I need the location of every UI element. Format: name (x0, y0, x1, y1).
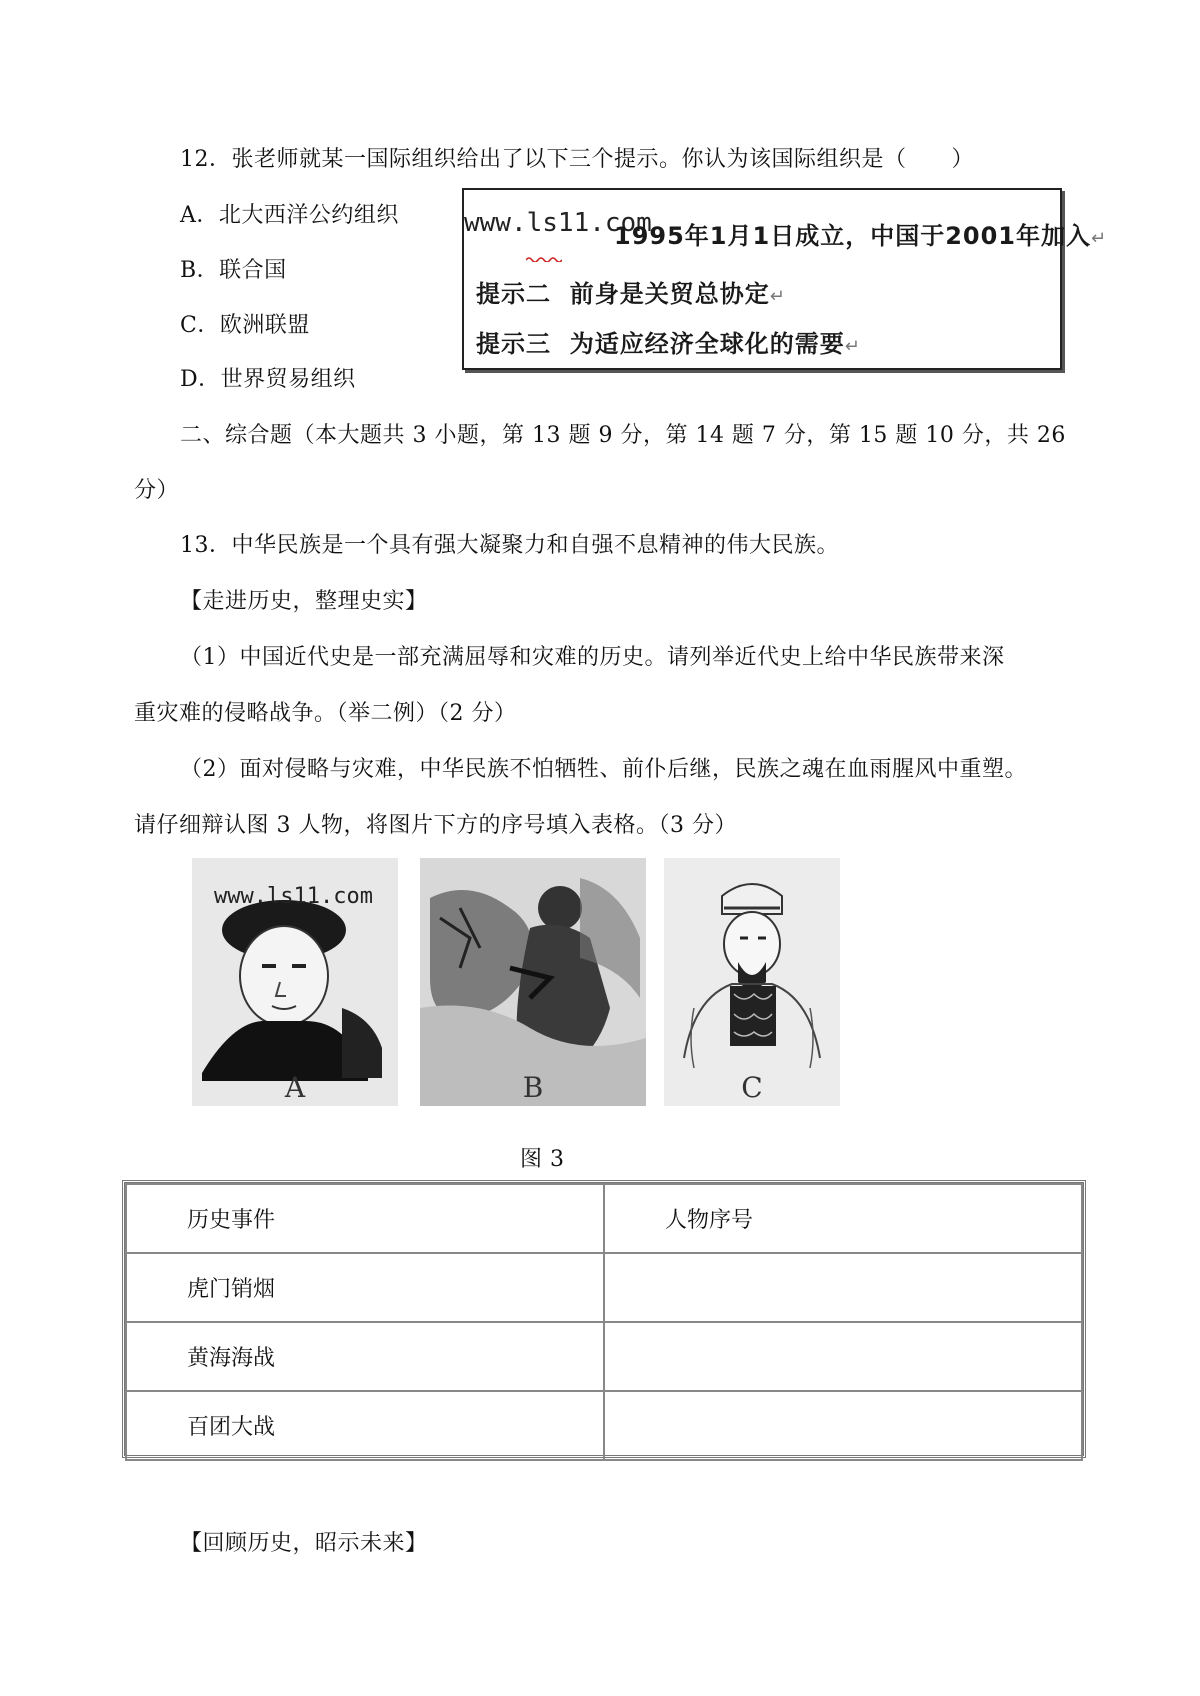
return-mark: ↵ (844, 336, 861, 357)
portrait-c (664, 858, 840, 1106)
subheading-walk-into-history: 【走进历史，整理史实】 (180, 589, 428, 614)
portrait-a (192, 858, 398, 1106)
question-13-stem: 13．中华民族是一个具有强大凝聚力和自强不息精神的伟大民族。 (180, 533, 839, 558)
section-2-heading-line1: 二、综合题（本大题共 3 小题，第 13 题 9 分，第 14 题 7 分，第 15 题 10 分，共 26 (180, 423, 1066, 448)
hint-1-text: 1995年1月1日成立，中国于2001年加入 (614, 222, 1091, 250)
option-b: B．联合国 (180, 258, 287, 283)
table-row (126, 1391, 1082, 1460)
section-2-heading-line2: 分） (134, 478, 180, 503)
hint-1 (476, 216, 551, 251)
option-d: D．世界贸易组织 (180, 367, 356, 392)
hint-2-label: 提示二 (476, 280, 551, 308)
portrait-b-label: B (522, 1071, 544, 1104)
return-mark: ↵ (1091, 228, 1108, 249)
hint-3-label: 提示三 (476, 330, 551, 358)
table-cell-answer[interactable] (604, 1391, 1082, 1460)
table-cell-answer[interactable] (604, 1322, 1082, 1391)
return-mark: ↵ (769, 286, 786, 307)
part-2-line1: （2）面对侵略与灾难，中华民族不怕牺牲、前仆后继，民族之魂在血雨腥风中重塑。 (180, 757, 1027, 782)
question-12-stem: 12．张老师就某一国际组织给出了以下三个提示。你认为该国际组织是（ ） (180, 147, 974, 172)
hint-2-text: 前身是关贸总协定 (569, 280, 770, 308)
hint-box-image (462, 188, 1108, 370)
subheading-review-history: 【回顾历史，昭示未来】 (180, 1531, 428, 1556)
table-cell-event: 黄海海战 (126, 1322, 604, 1391)
portrait-c-drawing (664, 858, 840, 1106)
part-1-line2: 重灾难的侵略战争。（举二例）（2 分） (134, 701, 517, 726)
option-c: C．欧洲联盟 (180, 313, 310, 338)
table-cell-answer[interactable] (604, 1253, 1082, 1322)
figure-caption: 图 3 (520, 1147, 565, 1172)
hint-1-text-row (614, 216, 1107, 251)
portrait-a-label: A (284, 1071, 306, 1104)
portrait-b-drawing (420, 858, 646, 1106)
portrait-b (420, 858, 646, 1106)
hint-2 (476, 274, 786, 309)
table-header-row (126, 1184, 1082, 1253)
spellcheck-squiggle (526, 256, 562, 262)
hint-3-text: 为适应经济全球化的需要 (569, 330, 845, 358)
part-1-line1: （1）中国近代史是一部充满屈辱和灾难的历史。请列举近代史上给中华民族带来深 (180, 645, 1005, 670)
table-row (126, 1322, 1082, 1391)
hint-3 (476, 324, 861, 359)
option-a: A．北大西洋公约组织 (180, 203, 399, 228)
watermark-text: www.ls11.com (214, 884, 373, 909)
watermark-text: www.ls11.com (464, 208, 652, 238)
table-header-person-number: 人物序号 (604, 1184, 1082, 1253)
table-cell-event: 虎门销烟 (126, 1253, 604, 1322)
answer-table (122, 1180, 1086, 1458)
portrait-c-label: C (741, 1071, 763, 1104)
part-2-line2: 请仔细辩认图 3 人物，将图片下方的序号填入表格。（3 分） (134, 813, 737, 838)
table-cell-event: 百团大战 (126, 1391, 604, 1460)
table-header-event: 历史事件 (126, 1184, 604, 1253)
table-row (126, 1253, 1082, 1322)
